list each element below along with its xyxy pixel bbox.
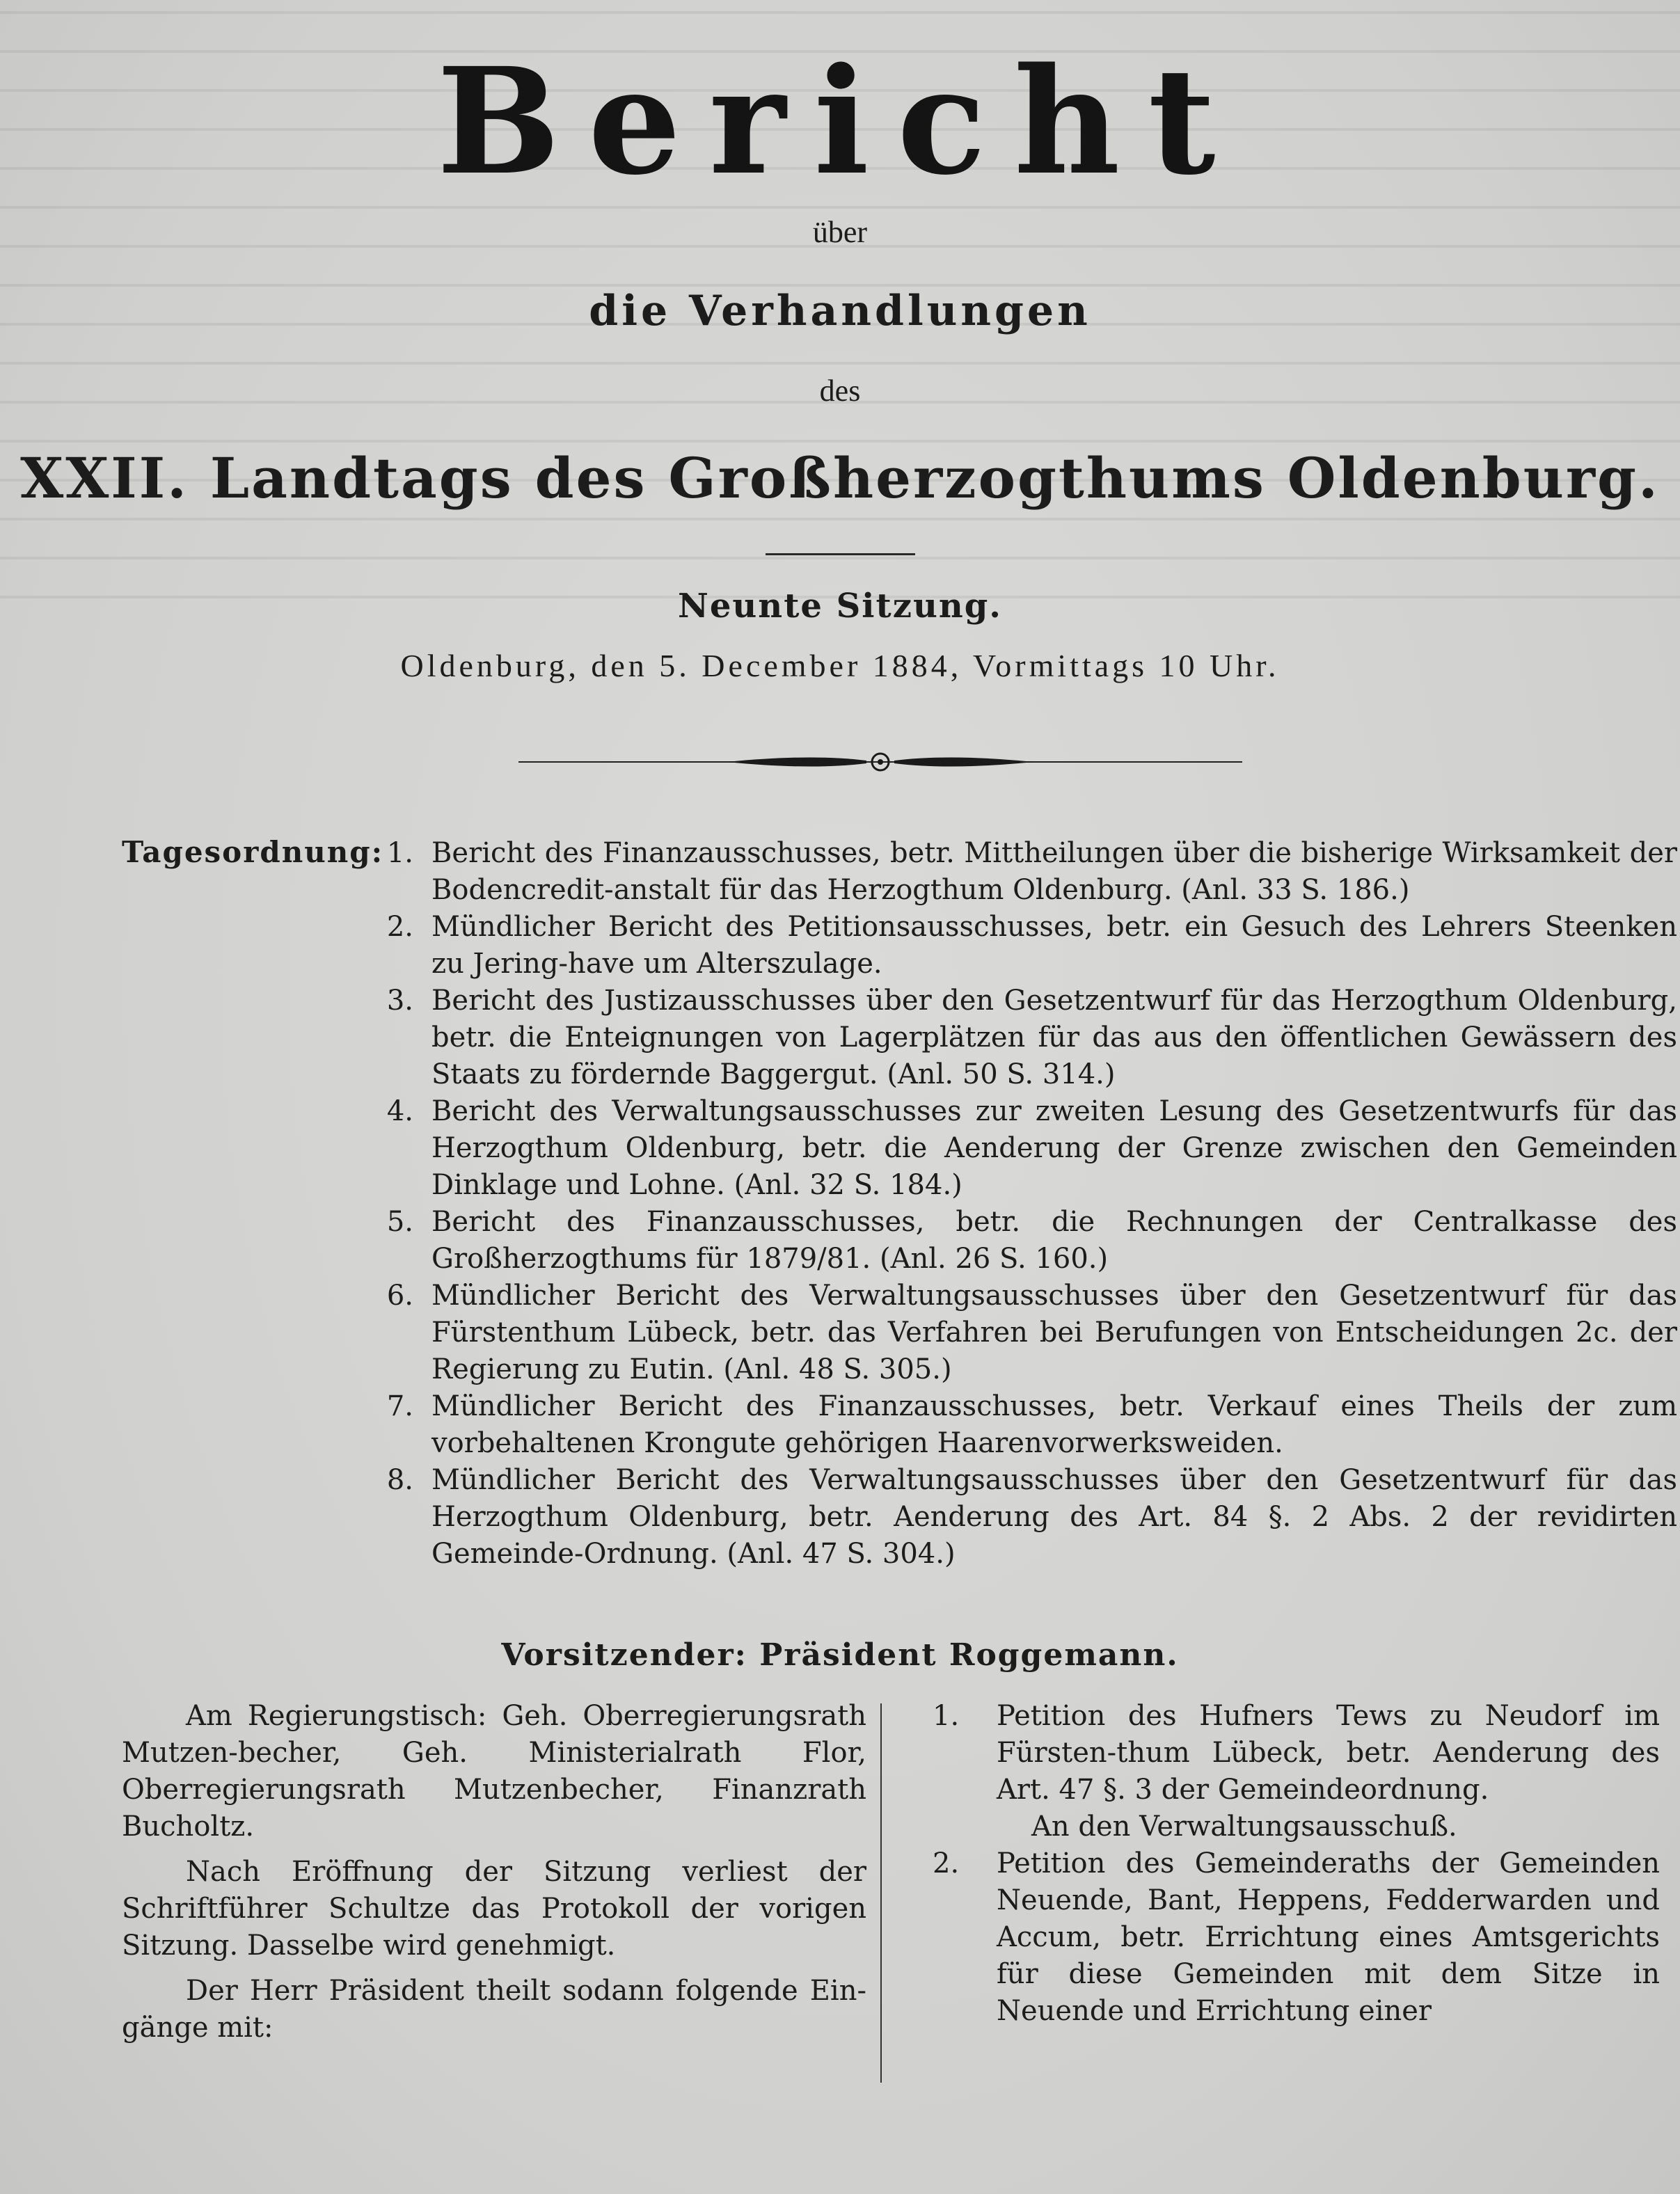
agenda-item-number: 4.	[386, 1095, 413, 1127]
agenda-item	[369, 983, 1677, 1093]
agenda-item-text: Mündlicher Bericht des Verwaltungsausschusses über den Gesetzentwurf für das Herzogthum Oldenburg, betr. Aenderung des Art. 84 §. 2 Abs. 2 der revidirten Gemeinde-Ordnung. (Anl. 47 S. 304.)	[431, 1464, 1677, 1570]
left-column	[122, 1698, 866, 2055]
agenda-list	[369, 835, 1677, 1573]
agenda-item-text: Bericht des Verwaltungsausschusses zur zweiten Lesung des Gesetzentwurfs für das Herzogthum Oldenburg, betr. die Aenderung der Grenze zwischen den Gemeinden Dinklage und Lohne. (Anl. 32 S. 184.)	[431, 1095, 1677, 1201]
paragraph: Nach Eröffnung der Sitzung verliest der Schriftführer Schultze das Protokoll der vorigen Sitzung. Dasselbe wird genehmigt.	[122, 1856, 866, 1962]
agenda-item-text: Mündlicher Bericht des Finanzausschusses, betr. Verkauf eines Theils der zum vorbehaltenen Krongute gehörigen Haarenvorwerksweiden.	[431, 1390, 1677, 1459]
petition-item	[933, 1698, 1660, 1809]
session-dateline: Oldenburg, den 5. December 1884, Vormittags 10 Uhr.	[400, 648, 1280, 683]
assembly-name: XXII. Landtags des Großherzogthums Oldenburg.	[20, 445, 1660, 511]
petition-referral: An den Verwaltungsausschuß.	[1031, 1811, 1457, 1843]
agenda-item-text: Mündlicher Bericht des Verwaltungsausschusses über den Gesetzentwurf für das Fürstenthum Lübeck, betr. das Verfahren bei Berufungen von Entscheidungen 2c. der Regierung zu Eutin. (Anl. 48 S. 305.)	[431, 1280, 1677, 1385]
title-connector-des: des	[819, 374, 861, 408]
agenda-item	[369, 1204, 1677, 1278]
chair-line: Vorsitzender: Präsident Roggemann.	[501, 1637, 1179, 1673]
petition-number: 2.	[933, 1847, 960, 1879]
column-divider	[880, 1703, 882, 2083]
petition-number: 1.	[933, 1700, 960, 1732]
agenda-item-number: 2.	[386, 911, 413, 943]
petition-item	[933, 1845, 1660, 2030]
agenda-item-text: Bericht des Finanzausschusses, betr. Mittheilungen über die bisherige Wirksamkeit der Bodencredit-anstalt für das Herzogthum Oldenburg. (Anl. 33 S. 186.)	[431, 837, 1677, 906]
agenda-item-number: 6.	[386, 1280, 413, 1312]
title-subject: die Verhandlungen	[589, 287, 1091, 335]
agenda-item-number: 3.	[386, 985, 413, 1017]
agenda-item-number: 1.	[386, 837, 413, 869]
paragraph: Der Herr Präsident theilt sodann folgende Ein-gänge mit:	[122, 1975, 866, 2044]
agenda-item	[369, 909, 1677, 983]
agenda-item-text: Mündlicher Bericht des Petitionsausschusses, betr. ein Gesuch des Lehrers Steenken zu Jering-have um Alterszulage.	[431, 911, 1677, 980]
ornamental-divider	[518, 748, 1242, 776]
paragraph: Am Regierungstisch: Geh. Oberregierungsrath Mutzen-becher, Geh. Ministerialrath Flor, Oberregierungsrath Mutzenbecher, Finanzrath Bucholtz.	[122, 1700, 866, 1843]
agenda-item-text: Bericht des Finanzausschusses, betr. die Rechnungen der Centralkasse des Großherzogthums für 1879/81. (Anl. 26 S. 160.)	[431, 1206, 1677, 1275]
petition-text: Petition des Hufners Tews zu Neudorf im Fürsten-thum Lübeck, betr. Aenderung des Art. 47 §. 3 der Gemeindeordnung.	[997, 1700, 1660, 1806]
title-connector-ueber: über	[812, 215, 868, 249]
agenda-item-number: 5.	[386, 1206, 413, 1238]
divider-rule	[766, 553, 915, 555]
agenda-item-text: Bericht des Justizausschusses über den Gesetzentwurf für das Herzogthum Oldenburg, betr. die Enteignungen von Lagerplätzen für das aus den öffentlichen Gewässern des Staats zu fördernde Baggergut. (Anl. 50 S. 314.)	[431, 985, 1677, 1090]
agenda-item	[369, 835, 1677, 909]
agenda-item-number: 7.	[386, 1390, 413, 1422]
agenda-item	[369, 1388, 1677, 1462]
agenda-item-number: 8.	[386, 1464, 413, 1496]
agenda-item	[369, 1278, 1677, 1388]
agenda-heading: Tagesordnung:	[122, 835, 384, 869]
agenda-item	[369, 1462, 1677, 1573]
document-title: Bericht	[436, 35, 1244, 207]
session-name: Neunte Sitzung.	[677, 587, 1003, 626]
agenda-item	[369, 1093, 1677, 1204]
petition-text: Petition des Gemeinderaths der Gemeinden Neuende, Bant, Heppens, Fedderwarden und Accum, betr. Errichtung eines Amtsgerichts für diese Gemeinden mit dem Sitze in Neuende und Errichtung einer	[997, 1847, 1660, 2027]
right-column	[933, 1698, 1660, 2030]
